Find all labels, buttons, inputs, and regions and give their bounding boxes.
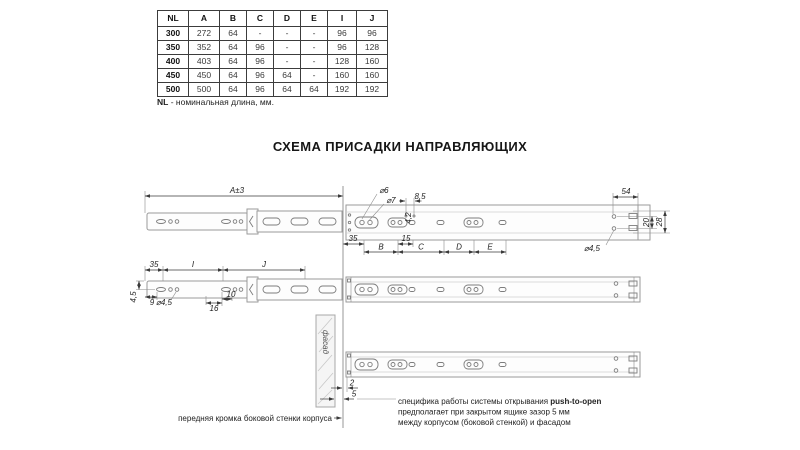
dim-C-label: C — [418, 242, 424, 252]
table-cell: 96 — [247, 83, 274, 97]
table-cell: 96 — [247, 41, 274, 55]
table-note-bold: NL — [157, 97, 169, 107]
front-edge-label: передняя кромка боковой стенки корпуса — [178, 414, 332, 423]
table-cell: 64 — [301, 83, 328, 97]
table-cell: - — [301, 41, 328, 55]
dim-d45-right-label: ⌀4,5 — [584, 244, 600, 253]
dim-d7-label: ⌀7 — [386, 196, 396, 205]
note-line1-bold: push-to-open — [550, 397, 602, 406]
dim-B-label: B — [378, 242, 384, 252]
table-cell: 500 — [189, 83, 220, 97]
dim-a3-label: A±3 — [229, 186, 245, 195]
dim-d6-label: ⌀6 — [379, 186, 389, 195]
note-line1-prefix: специфика работы системы открывания — [398, 397, 551, 406]
table-cell: 64 — [220, 41, 247, 55]
dim-10-label: 10 — [226, 290, 236, 299]
table-cell: - — [247, 27, 274, 41]
dim-42-label: 4,2 — [404, 212, 413, 224]
table-cell: 192 — [357, 83, 388, 97]
dim-I-label: I — [191, 260, 195, 269]
table-cell: 64 — [274, 69, 301, 83]
spec-col-header: J — [357, 11, 388, 27]
dim-2-label: 2 — [349, 378, 355, 388]
note-line3: между корпусом (боковой стенкой) и фасадом — [398, 418, 571, 427]
push-to-open-note — [398, 397, 601, 427]
table-cell: 96 — [328, 41, 357, 55]
table-cell: - — [301, 69, 328, 83]
dim-5-label: 5 — [351, 389, 357, 399]
dim-35-mid-label: 35 — [149, 260, 159, 269]
dim-J-label: J — [262, 260, 266, 269]
table-cell: - — [274, 27, 301, 41]
table-cell: 128 — [328, 55, 357, 69]
spec-col-header: D — [274, 11, 301, 27]
table-cell: - — [301, 55, 328, 69]
dim-45-left-vert-label: 4,5 — [129, 291, 138, 303]
note-line2: предполагает при закрытом ящике зазор 5 мм — [398, 407, 570, 417]
table-cell: 96 — [328, 27, 357, 41]
table-cell: 352 — [189, 41, 220, 55]
dim-d45-left-label: ⌀4,5 — [156, 298, 172, 307]
table-cell: 160 — [328, 69, 357, 83]
front-edge-callout — [178, 414, 341, 423]
table-cell: 500 — [158, 83, 189, 97]
spec-col-header: I — [328, 11, 357, 27]
table-cell: 400 — [158, 55, 189, 69]
page-title: СХЕМА ПРИСАДКИ НАПРАВЛЯЮЩИХ — [272, 139, 528, 154]
spec-col-header: C — [247, 11, 274, 27]
table-cell: - — [301, 27, 328, 41]
table-cell: 192 — [328, 83, 357, 97]
dim-16-label: 16 — [209, 304, 219, 313]
table-cell: 96 — [357, 27, 388, 41]
table-cell: 450 — [158, 69, 189, 83]
row1-extended-slide — [147, 205, 650, 240]
dim-20-label: 20 — [642, 218, 651, 227]
dim-85-label: 8,5 — [414, 192, 426, 201]
table-cell: 272 — [189, 27, 220, 41]
row2-slide-assembly — [147, 277, 640, 302]
dim-E-label: E — [487, 242, 493, 252]
row3-cabinet-rail — [346, 352, 640, 377]
table-cell: 96 — [247, 69, 274, 83]
svg-text:специфика работы системы откры — [398, 397, 601, 406]
table-cell: 64 — [220, 69, 247, 83]
dim-35-top-label: 35 — [348, 234, 358, 243]
table-cell: 160 — [357, 55, 388, 69]
table-cell: 403 — [189, 55, 220, 69]
spec-col-header: B — [220, 11, 247, 27]
table-cell: - — [274, 41, 301, 55]
dim-54-label: 54 — [621, 187, 631, 196]
table-cell: 128 — [357, 41, 388, 55]
dim-28-label: 28 — [655, 217, 664, 227]
facade-panel — [316, 315, 335, 407]
spec-col-header: NL — [158, 11, 189, 27]
dim-15-label: 15 — [401, 234, 411, 243]
table-cell: 160 — [357, 69, 388, 83]
table-cell: - — [274, 55, 301, 69]
spec-col-header: E — [301, 11, 328, 27]
table-cell: 300 — [158, 27, 189, 41]
table-cell: 96 — [247, 55, 274, 69]
table-cell: 64 — [220, 55, 247, 69]
dim-9-label: 9 — [149, 298, 155, 307]
spec-col-header: A — [189, 11, 220, 27]
facade-label: фасад — [321, 329, 330, 355]
table-note-text: - номинальная длина, мм. — [168, 97, 274, 107]
dim-D-label: D — [456, 242, 462, 252]
table-cell: 350 — [158, 41, 189, 55]
table-cell: 64 — [274, 83, 301, 97]
table-cell: 450 — [189, 69, 220, 83]
table-cell: 64 — [220, 27, 247, 41]
table-cell: 64 — [220, 83, 247, 97]
